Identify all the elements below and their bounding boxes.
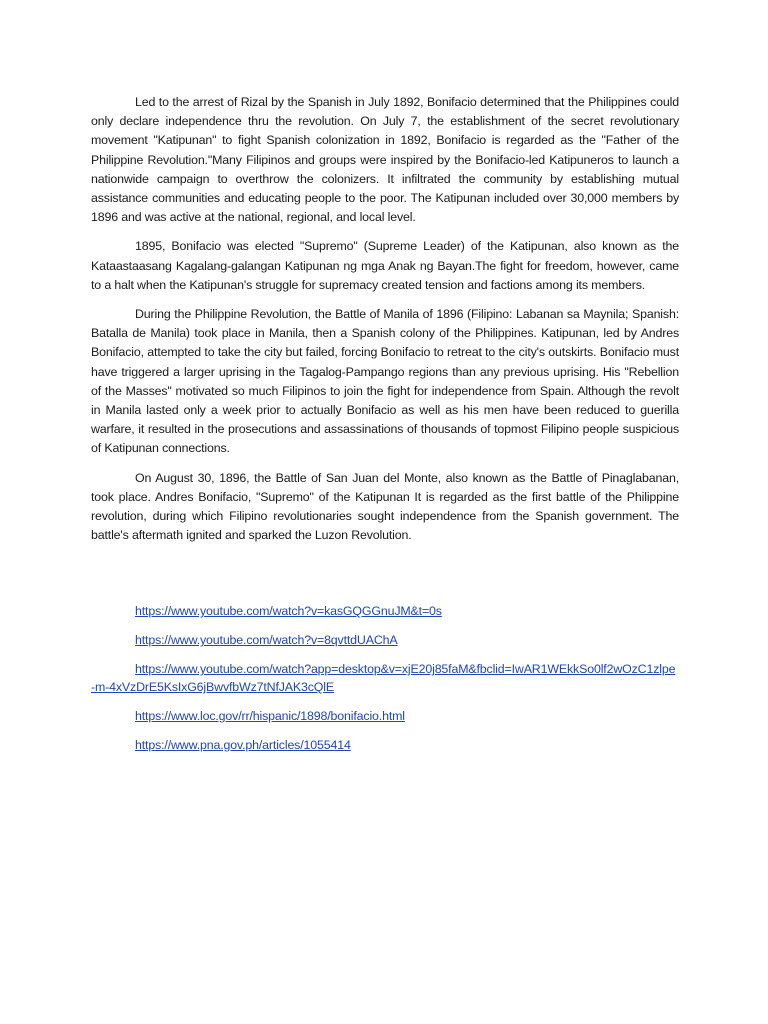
reference-link-pna[interactable]: https://www.pna.gov.ph/articles/1055414 [135, 738, 351, 752]
document-body [91, 93, 679, 555]
paragraph-supremo-election: 1895, Bonifacio was elected "Supremo" (Supreme Leader) of the Katipunan, also known as the Kataastaasang Kagalang-galangan Katipunan ng mga Anak ng Bayan.The fight for freedom, however, came to a halt when the Katipunan's struggle for supremacy created tension and factions among its members. [91, 239, 679, 292]
reference-link-youtube-3[interactable]: https://www.youtube.com/watch?app=desktop&v=xjE20j85faM&fbclid=IwAR1WEkkSo0lf2wOzC1zlpe-m-4xVzDrE5KsIxG6jBwvfbWz7tNfJAK3cQlE [91, 662, 676, 694]
paragraph-battle-of-san-juan: On August 30, 1896, the Battle of San Juan del Monte, also known as the Battle of Pinaglabanan, took place. Andres Bonifacio, "Supremo" of the Katipunan It is regarded as the first battle of the Philippine revolution, during which Filipino revolutionaries sought independence from the Spanish government. The battle's aftermath ignited and sparked the Luzon Revolution. [91, 470, 679, 543]
paragraph-battle-of-manila: During the Philippine Revolution, the Battle of Manila of 1896 (Filipino: Labanan sa Maynila; Spanish: Batalla de Manila) took place in Manila, then a Spanish colony of the Philippines. Katipunan, led by Andres Bonifacio, attempted to take the city but failed, forcing Bonifacio to retreat to the city's outskirts. Bonifacio must have triggered a larger uprising in the Tagalog-Pampango regions than any previous uprising. His "Rebellion of the Masses" motivated so much Filipinos to join the fight for independence from Spain. Although the revolt in Manila lasted only a week prior to actually Bonifacio as well as his men have been reduced to guerilla warfare, it resulted in the prosecutions and assassinations of thousands of topmost Filipino people suspicious of Katipunan connections. [91, 307, 679, 456]
reference-link-loc[interactable]: https://www.loc.gov/rr/hispanic/1898/bonifacio.html [135, 709, 405, 723]
reference-link-youtube-1[interactable]: https://www.youtube.com/watch?v=kasGQGGnuJM&t=0s [135, 604, 442, 618]
reference-links [91, 602, 679, 765]
reference-link-youtube-2[interactable]: https://www.youtube.com/watch?v=8qvttdUAChA [135, 633, 398, 647]
paragraph-arrest-of-rizal: Led to the arrest of Rizal by the Spanish in July 1892, Bonifacio determined that the Philippines could only declare independence thru the revolution. On July 7, the establishment of the secret revolutionary movement "Katipunan" to fight Spanish colonization in 1892, Bonifacio is regarded as the "Father of the Philippine Revolution."Many Filipinos and groups were inspired by the Bonifacio-led Katipuneros to launch a nationwide campaign to overthrow the colonizers. It infiltrated the community by establishing mutual assistance communities and educating people to the poor. The Katipunan included over 30,000 members by 1896 and was active at the national, regional, and local level. [91, 95, 679, 225]
